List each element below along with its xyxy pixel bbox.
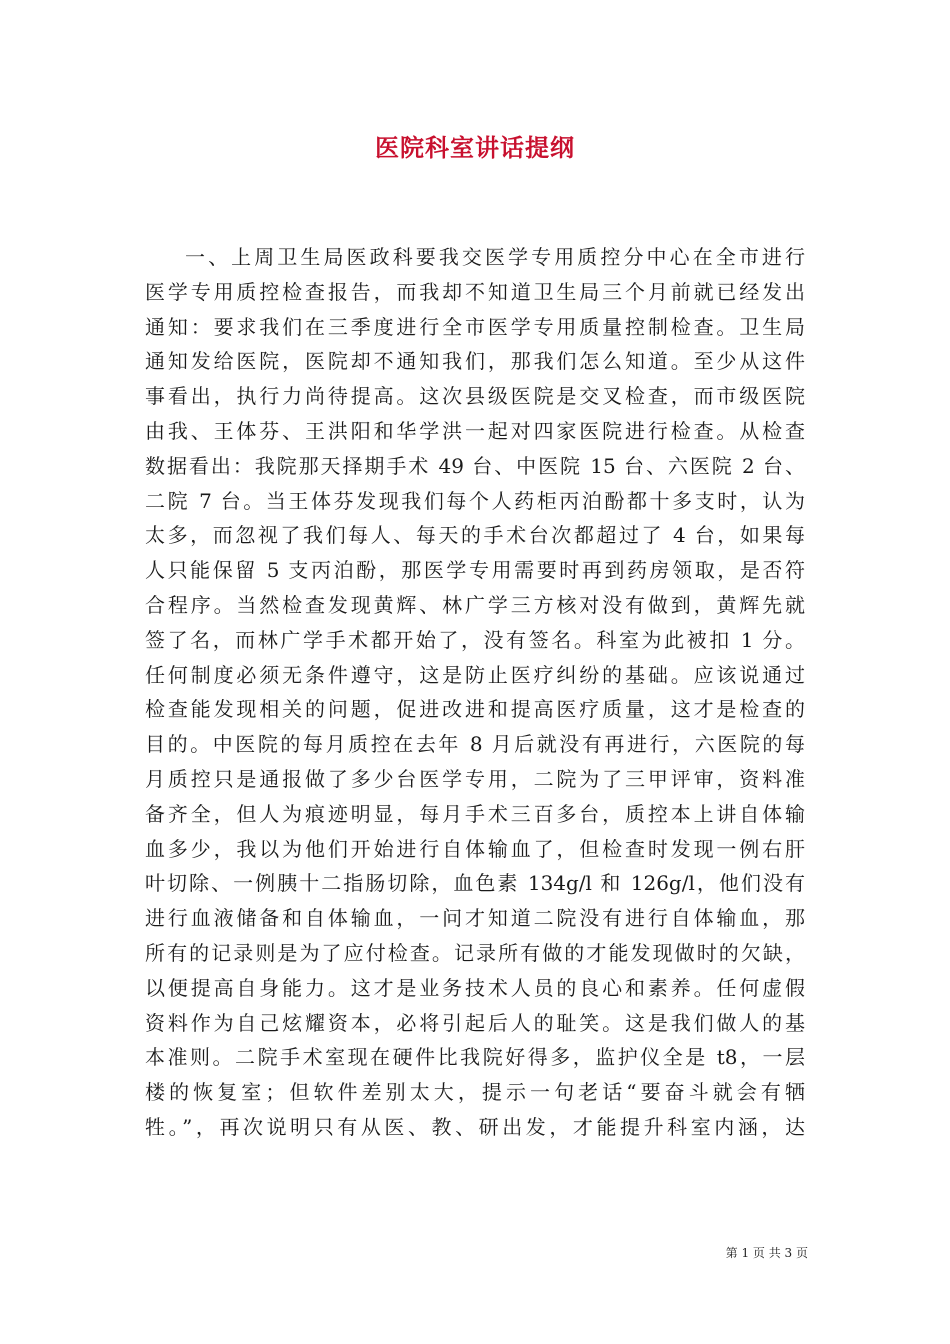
- paragraph-line: 检查能发现相关的问题，促进改进和提高医疗质量，这才是检查的: [145, 697, 805, 722]
- paragraph-line: 通知：要求我们在三季度进行全市医学专用质量控制检查。卫生局: [145, 314, 805, 339]
- paragraph-line: 叶切除、一例胰十二指肠切除，血色素 134g/l 和 126g/l，他们没有: [145, 871, 805, 896]
- paragraph-line: 资料作为自己炫耀资本，必将引起后人的耻笑。这是我们做人的基: [145, 1010, 805, 1035]
- paragraph-line: 签了名，而林广学手术都开始了，没有签名。科室为此被扣 1 分。: [145, 627, 805, 652]
- paragraph-line: 太多，而忽视了我们每人、每天的手术台次都超过了 4 台，如果每: [145, 523, 805, 548]
- paragraph-line: 通知发给医院，医院却不通知我们，那我们怎么知道。至少从这件: [145, 349, 805, 374]
- paragraph-line: 二院 7 台。当王体芬发现我们每个人药柜丙泊酚都十多支时，认为: [145, 488, 805, 513]
- paragraph-line: 备齐全，但人为痕迹明显，每月手术三百多台，质控本上讲自体输: [145, 801, 805, 826]
- paragraph-line: 目的。中医院的每月质控在去年 8 月后就没有再进行，六医院的每: [145, 732, 805, 757]
- page-footer: 第 1 页 共 3 页: [725, 1246, 808, 1260]
- paragraph-line: 由我、王体芬、王洪阳和华学洪一起对四家医院进行检查。从检查: [145, 418, 805, 443]
- paragraph-line: 事看出，执行力尚待提高。这次县级医院是交叉检查，而市级医院: [145, 384, 805, 409]
- paragraph-line: 任何制度必须无条件遵守，这是防止医疗纠纷的基础。应该说通过: [145, 662, 805, 687]
- document-title: 医院科室讲话提纲: [375, 134, 575, 162]
- paragraph-line: 一、上周卫生局医政科要我交医学专用质控分中心在全市进行: [185, 245, 805, 269]
- paragraph-line: 所有的记录则是为了应付检查。记录所有做的才能发现做时的欠缺，: [145, 940, 805, 965]
- paragraph-line: 本准则。二院手术室现在硬件比我院好得多，监护仪全是 t8，一层: [145, 1045, 805, 1070]
- paragraph-line: 进行血液储备和自体输血，一问才知道二院没有进行自体输血，那: [145, 906, 805, 931]
- paragraph-line: 血多少，我以为他们开始进行自体输血了，但检查时发现一例右肝: [145, 836, 805, 861]
- paragraph-line: 人只能保留 5 支丙泊酚，那医学专用需要时再到药房领取，是否符: [145, 558, 805, 583]
- paragraph-line: 牲。”，再次说明只有从医、教、研出发，才能提升科室内涵，达: [145, 1114, 805, 1139]
- paragraph-line: 月质控只是通报做了多少台医学专用，二院为了三甲评审，资料准: [145, 766, 805, 791]
- paragraph-line: 楼的恢复室；但软件差别太大，提示一句老话“要奋斗就会有牺: [145, 1080, 805, 1105]
- paragraph-line: 医学专用质控检查报告，而我却不知道卫生局三个月前就已经发出: [145, 279, 805, 304]
- paragraph-line: 数据看出：我院那天择期手术 49 台、中医院 15 台、六医院 2 台、: [145, 453, 805, 478]
- body-paragraph: [145, 240, 805, 1145]
- paragraph-line: 合程序。当然检查发现黄辉、林广学三方核对没有做到，黄辉先就: [145, 592, 805, 617]
- paragraph-line: 以便提高自身能力。这才是业务技术人员的良心和素养。任何虚假: [145, 975, 805, 1000]
